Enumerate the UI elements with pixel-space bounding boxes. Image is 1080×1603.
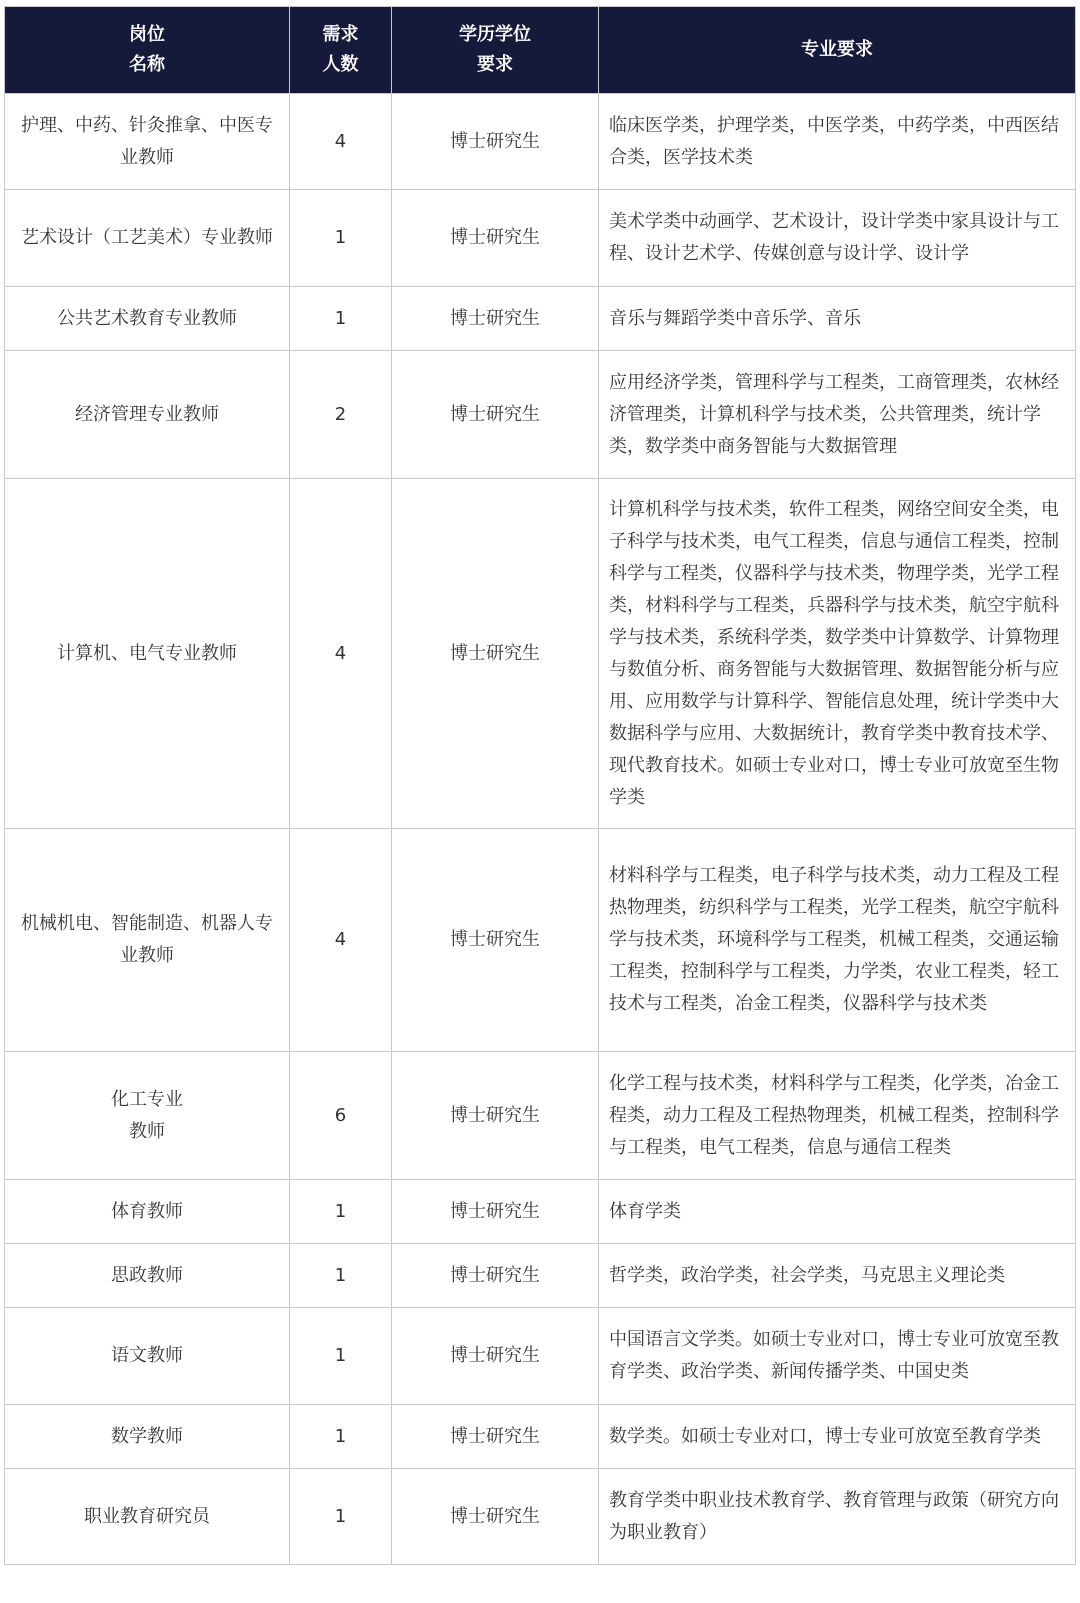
major-cell: 化学工程与技术类，材料科学与工程类，化学类，冶金工程类，动力工程及工程热物理类，机械工程类，控制科学与工程类，电气工程类，信息与通信工程类 bbox=[599, 1052, 1076, 1180]
count-cell: 1 bbox=[290, 1244, 392, 1308]
degree-cell: 博士研究生 bbox=[392, 94, 599, 190]
table-header bbox=[5, 7, 1076, 94]
position-cell: 护理、中药、针灸推拿、中医专业教师 bbox=[5, 94, 290, 190]
position-cell: 经济管理专业教师 bbox=[5, 351, 290, 479]
major-cell: 教育学类中职业技术教育学、教育管理与政策（研究方向为职业教育） bbox=[599, 1469, 1076, 1565]
position-cell: 公共艺术教育专业教师 bbox=[5, 287, 290, 351]
header-row bbox=[5, 7, 1076, 94]
table-row bbox=[5, 351, 1076, 479]
major-cell: 中国语言文学类。如硕士专业对口，博士专业可放宽至教育学类、政治学类、新闻传播学类、中国史类 bbox=[599, 1308, 1076, 1405]
degree-cell: 博士研究生 bbox=[392, 1469, 599, 1565]
count-cell: 6 bbox=[290, 1052, 392, 1180]
header-count: 需求 人数 bbox=[290, 7, 392, 94]
major-cell: 哲学类，政治学类，社会学类，马克思主义理论类 bbox=[599, 1244, 1076, 1308]
table-row bbox=[5, 190, 1076, 287]
recruitment-table-sheet bbox=[4, 6, 1075, 1565]
table-row bbox=[5, 479, 1076, 829]
count-cell: 4 bbox=[290, 479, 392, 829]
table-row bbox=[5, 1405, 1076, 1469]
table-row bbox=[5, 287, 1076, 351]
position-cell: 语文教师 bbox=[5, 1308, 290, 1405]
count-cell: 4 bbox=[290, 829, 392, 1052]
major-cell: 美术学类中动画学、艺术设计，设计学类中家具设计与工程、设计艺术学、传媒创意与设计学、设计学 bbox=[599, 190, 1076, 287]
degree-cell: 博士研究生 bbox=[392, 1308, 599, 1405]
count-cell: 1 bbox=[290, 1180, 392, 1244]
position-cell: 数学教师 bbox=[5, 1405, 290, 1469]
table-row bbox=[5, 94, 1076, 190]
header-position: 岗位 名称 bbox=[5, 7, 290, 94]
degree-cell: 博士研究生 bbox=[392, 351, 599, 479]
count-cell: 1 bbox=[290, 1308, 392, 1405]
table-row bbox=[5, 1308, 1076, 1405]
position-cell: 艺术设计（工艺美术）专业教师 bbox=[5, 190, 290, 287]
major-cell: 计算机科学与技术类，软件工程类，网络空间安全类，电子科学与技术类，电气工程类，信息与通信工程类，控制科学与工程类，仪器科学与技术类，物理学类，光学工程类，材料科学与工程类，兵器科学与技术类，航空宇航科学与技术类，系统科学类，数学类中计算数学、计算物理与数值分析、商务智能与大数据管理、数据智能分析与应用、应用数学与计算科学、智能信息处理，统计学类中大数据科学与应用、大数据统计，教育学类中教育技术学、现代教育技术。如硕士专业对口，博士专业可放宽至生物学类 bbox=[599, 479, 1076, 829]
table-row bbox=[5, 1180, 1076, 1244]
table-body bbox=[5, 94, 1076, 1565]
count-cell: 1 bbox=[290, 1405, 392, 1469]
major-cell: 临床医学类，护理学类，中医学类，中药学类，中西医结合类，医学技术类 bbox=[599, 94, 1076, 190]
header-major: 专业要求 bbox=[599, 7, 1076, 94]
major-cell: 体育学类 bbox=[599, 1180, 1076, 1244]
count-cell: 4 bbox=[290, 94, 392, 190]
degree-cell: 博士研究生 bbox=[392, 479, 599, 829]
major-cell: 应用经济学类，管理科学与工程类，工商管理类，农林经济管理类，计算机科学与技术类，公共管理类，统计学类，数学类中商务智能与大数据管理 bbox=[599, 351, 1076, 479]
position-cell: 思政教师 bbox=[5, 1244, 290, 1308]
table-row bbox=[5, 829, 1076, 1052]
header-degree: 学历学位 要求 bbox=[392, 7, 599, 94]
major-cell: 数学类。如硕士专业对口，博士专业可放宽至教育学类 bbox=[599, 1405, 1076, 1469]
position-cell: 机械机电、智能制造、机器人专业教师 bbox=[5, 829, 290, 1052]
table-row bbox=[5, 1469, 1076, 1565]
major-cell: 材料科学与工程类，电子科学与技术类，动力工程及工程热物理类，纺织科学与工程类，光学工程类，航空宇航科学与技术类，环境科学与工程类，机械工程类，交通运输工程类，控制科学与工程类，力学类，农业工程类，轻工技术与工程类，冶金工程类，仪器科学与技术类 bbox=[599, 829, 1076, 1052]
position-cell: 化工专业 教师 bbox=[5, 1052, 290, 1180]
degree-cell: 博士研究生 bbox=[392, 287, 599, 351]
major-cell: 音乐与舞蹈学类中音乐学、音乐 bbox=[599, 287, 1076, 351]
degree-cell: 博士研究生 bbox=[392, 190, 599, 287]
degree-cell: 博士研究生 bbox=[392, 1244, 599, 1308]
degree-cell: 博士研究生 bbox=[392, 1180, 599, 1244]
count-cell: 1 bbox=[290, 190, 392, 287]
position-cell: 职业教育研究员 bbox=[5, 1469, 290, 1565]
table-row bbox=[5, 1244, 1076, 1308]
count-cell: 1 bbox=[290, 287, 392, 351]
degree-cell: 博士研究生 bbox=[392, 829, 599, 1052]
count-cell: 1 bbox=[290, 1469, 392, 1565]
count-cell: 2 bbox=[290, 351, 392, 479]
degree-cell: 博士研究生 bbox=[392, 1405, 599, 1469]
recruitment-table bbox=[4, 6, 1076, 1565]
position-cell: 体育教师 bbox=[5, 1180, 290, 1244]
position-cell: 计算机、电气专业教师 bbox=[5, 479, 290, 829]
degree-cell: 博士研究生 bbox=[392, 1052, 599, 1180]
table-row bbox=[5, 1052, 1076, 1180]
